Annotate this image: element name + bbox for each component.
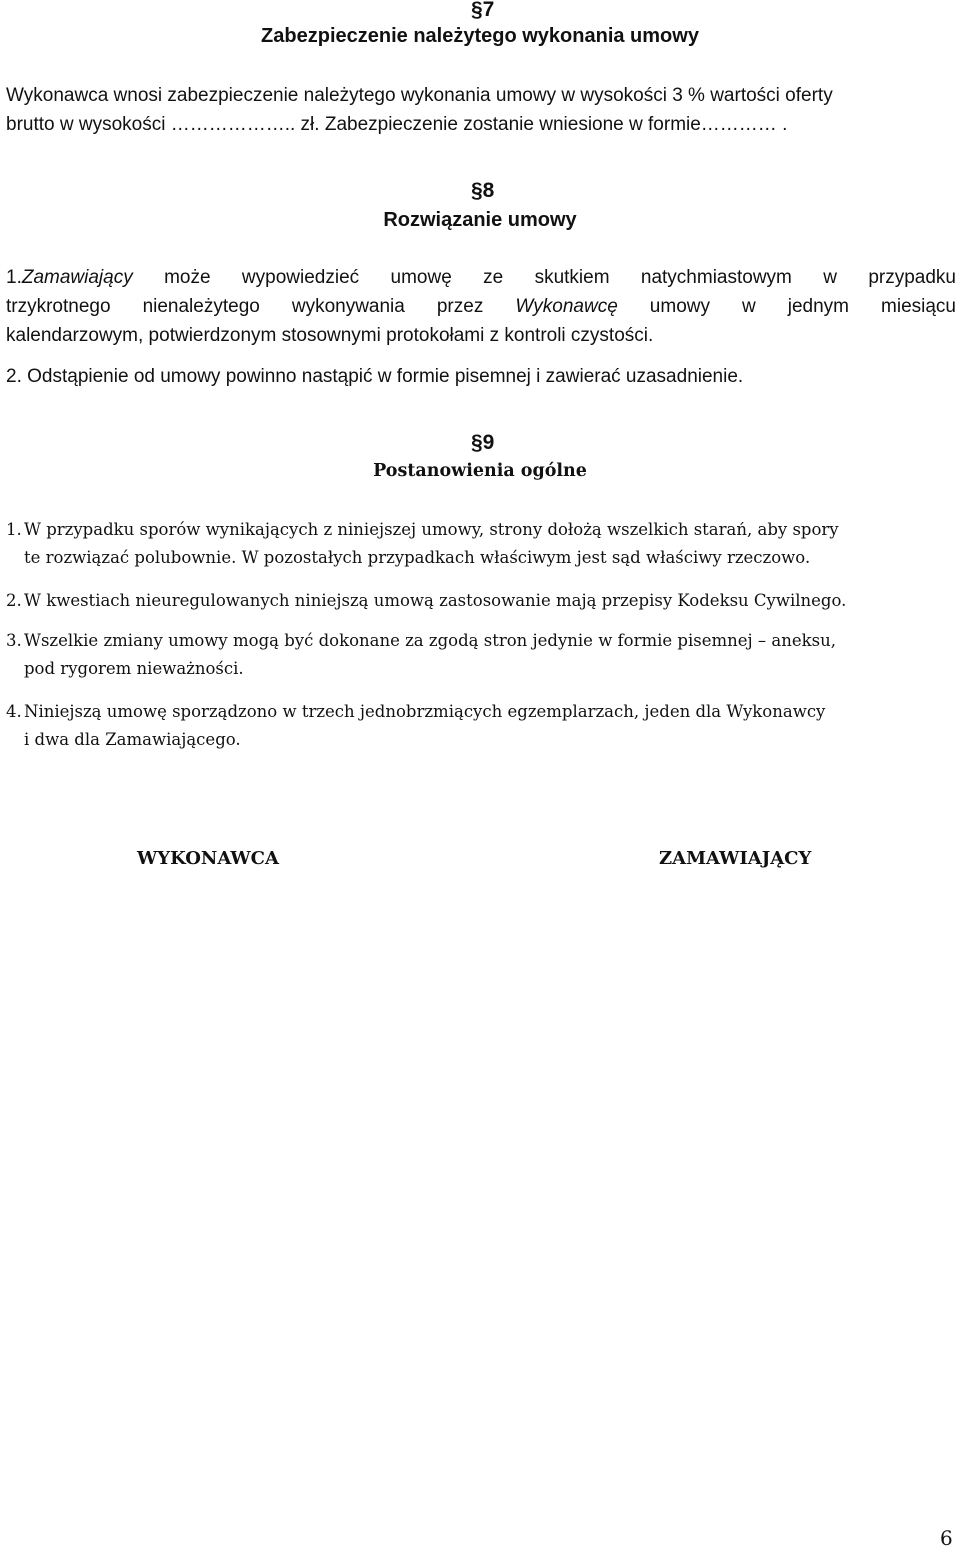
item-text-line1: Niniejszą umowę sporządzono w trzech jednobrzmiących egzemplarzach, jeden dla Wykonawcy [24,702,826,721]
section-8-number: §8 [471,179,495,202]
item-number: 1. [6,267,22,288]
section-9-item-1 [6,516,956,572]
party-zamawiajacy: Zamawiający [21,267,133,288]
item-text: Odstąpienie od umowy powinno nastąpić w formie pisemnej i zawierać uzasadnienie. [27,366,744,387]
item-number: 1. [6,520,22,539]
item-text-line1: W kwestiach nieuregulowanych niniejszą umową zastosowanie mają przepisy Kodeksu Cywilnego. [24,591,847,610]
item-number: 2. [6,591,22,610]
item-number: 2. [6,366,22,387]
item-text: umowy w jednym miesiącu [617,296,956,317]
section-9-item-2 [6,587,956,615]
item-text-line2: te rozwiązać polubownie. W pozostałych przypadkach właściwym jest sąd właściwy rzeczowo. [24,548,811,567]
item-text: trzykrotnego nienależytego wykonywania przez [6,296,516,317]
section-9-item-4 [6,698,956,754]
party-wykonawca: Wykonawcę [515,296,618,317]
item-text: może wypowiedzieć umowę ze skutkiem natychmiastowym w przypadku [132,267,956,288]
section-9-title: Postanowienia ogólne [373,461,587,481]
section-8-item-1-line3: kalendarzowym, potwierdzonym stosownymi protokołami z kontroli czystości. [6,325,654,346]
section-7-text-line1: Wykonawca wnosi zabezpieczenie należytego wykonania umowy w wysokości 3 % wartości oferty [6,85,833,106]
signature-zamawiajacy: ZAMAWIAJĄCY [659,848,812,869]
section-9-number: §9 [471,431,495,454]
section-8-item-1-line2 [6,292,956,321]
signature-wykonawca: WYKONAWCA [137,848,279,869]
item-text-line1: W przypadku sporów wynikających z niniejszej umowy, strony dołożą wszelkich starań, aby spory [24,520,839,539]
item-number: 3. [6,631,22,650]
section-7-text-line2: brutto w wysokości ……………….. zł. Zabezpieczenie zostanie wniesione w formie………… . [6,114,788,135]
section-9-item-3 [6,627,956,683]
item-text-line2: pod rygorem nieważności. [24,659,244,678]
section-8-item-1-line1 [6,263,956,292]
item-text-line2: i dwa dla Zamawiającego. [24,730,241,749]
item-text-line1: Wszelkie zmiany umowy mogą być dokonane za zgodą stron jedynie w formie pisemnej – aneksu, [24,631,836,650]
section-8-item-2 [6,362,743,391]
item-number: 4. [6,702,22,721]
section-7-title: Zabezpieczenie należytego wykonania umowy [261,25,699,47]
section-7-number: §7 [471,0,495,21]
section-8-title: Rozwiązanie umowy [383,209,577,231]
page-number: 6 [940,1526,953,1550]
